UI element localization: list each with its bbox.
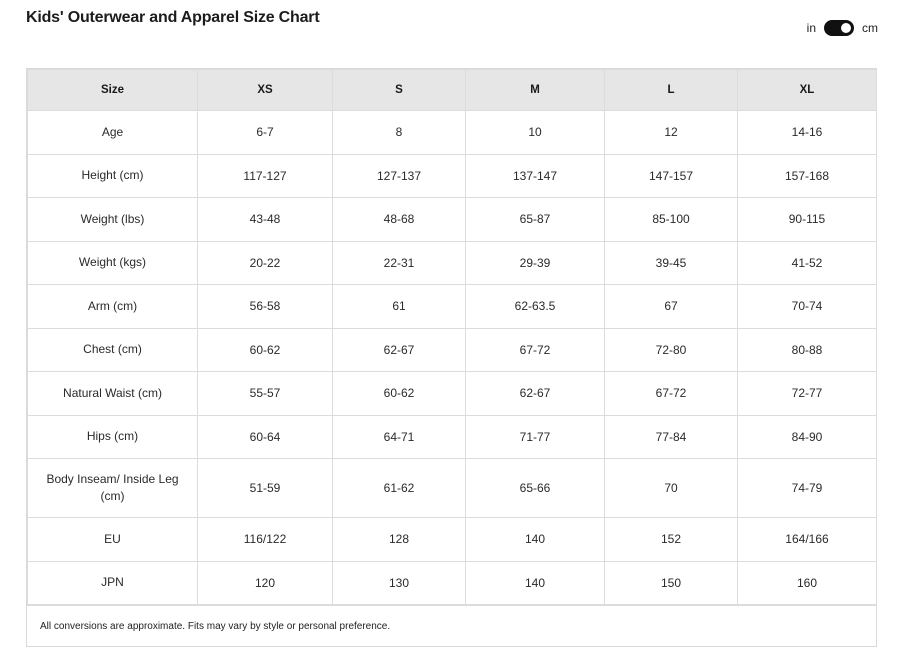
table-cell: 14-16 [738, 111, 877, 155]
table-cell: 74-79 [738, 459, 877, 518]
table-cell: 60-64 [198, 415, 333, 459]
table-row [28, 372, 877, 416]
table-cell: 62-67 [466, 372, 605, 416]
row-label: Hips (cm) [28, 415, 198, 459]
size-chart-table [26, 68, 877, 647]
table-cell: 117-127 [198, 154, 333, 198]
table-cell: 10 [466, 111, 605, 155]
row-label: Age [28, 111, 198, 155]
table-row [28, 111, 877, 155]
table-cell: 140 [466, 518, 605, 562]
table-cell: 71-77 [466, 415, 605, 459]
header-m: M [466, 70, 605, 111]
table-cell: 116/122 [198, 518, 333, 562]
footnote: All conversions are approximate. Fits may vary by style or personal preference. [27, 605, 876, 646]
unit-label-cm[interactable]: cm [862, 21, 878, 35]
unit-switch[interactable] [824, 20, 854, 36]
table-cell: 140 [466, 561, 605, 605]
table-cell: 8 [333, 111, 466, 155]
table-row [28, 561, 877, 605]
table-cell: 67 [605, 285, 738, 329]
table-cell: 56-58 [198, 285, 333, 329]
table-cell: 80-88 [738, 328, 877, 372]
table-cell: 12 [605, 111, 738, 155]
table-cell: 29-39 [466, 241, 605, 285]
table-cell: 61-62 [333, 459, 466, 518]
table-cell: 60-62 [198, 328, 333, 372]
table-row [28, 241, 877, 285]
table-cell: 120 [198, 561, 333, 605]
table-cell: 70-74 [738, 285, 877, 329]
row-label: Body Inseam/ Inside Leg (cm) [28, 459, 198, 518]
table-cell: 70 [605, 459, 738, 518]
table-cell: 65-87 [466, 198, 605, 242]
table-cell: 22-31 [333, 241, 466, 285]
table-cell: 90-115 [738, 198, 877, 242]
table-cell: 39-45 [605, 241, 738, 285]
table-cell: 160 [738, 561, 877, 605]
table-cell: 130 [333, 561, 466, 605]
table-cell: 77-84 [605, 415, 738, 459]
header-xs: XS [198, 70, 333, 111]
row-label: EU [28, 518, 198, 562]
table-cell: 43-48 [198, 198, 333, 242]
table-row [28, 154, 877, 198]
table-cell: 85-100 [605, 198, 738, 242]
row-label: Height (cm) [28, 154, 198, 198]
table-cell: 127-137 [333, 154, 466, 198]
page-title: Kids' Outerwear and Apparel Size Chart [26, 9, 320, 26]
table-cell: 72-77 [738, 372, 877, 416]
table-cell: 147-157 [605, 154, 738, 198]
row-label: Weight (kgs) [28, 241, 198, 285]
table-cell: 62-67 [333, 328, 466, 372]
unit-toggle [807, 20, 878, 36]
row-label: JPN [28, 561, 198, 605]
table-cell: 150 [605, 561, 738, 605]
table-cell: 164/166 [738, 518, 877, 562]
table-row [28, 328, 877, 372]
header-s: S [333, 70, 466, 111]
table-cell: 67-72 [605, 372, 738, 416]
table-row [28, 198, 877, 242]
table-cell: 20-22 [198, 241, 333, 285]
unit-label-in[interactable]: in [806, 21, 816, 35]
row-label: Weight (lbs) [28, 198, 198, 242]
table-row [28, 285, 877, 329]
row-label: Arm (cm) [28, 285, 198, 329]
row-label: Natural Waist (cm) [28, 372, 198, 416]
table-cell: 51-59 [198, 459, 333, 518]
table-cell: 152 [605, 518, 738, 562]
table-cell: 60-62 [333, 372, 466, 416]
table-cell: 61 [333, 285, 466, 329]
table-cell: 137-147 [466, 154, 605, 198]
table-cell: 62-63.5 [466, 285, 605, 329]
switch-knob [841, 23, 851, 33]
table-cell: 65-66 [466, 459, 605, 518]
table-row [28, 459, 877, 518]
table-header-row [28, 70, 877, 111]
table-cell: 157-168 [738, 154, 877, 198]
table-cell: 128 [333, 518, 466, 562]
table-cell: 67-72 [466, 328, 605, 372]
table-row [28, 518, 877, 562]
table-cell: 84-90 [738, 415, 877, 459]
table-cell: 48-68 [333, 198, 466, 242]
table-cell: 55-57 [198, 372, 333, 416]
table-body [28, 111, 877, 605]
table-cell: 6-7 [198, 111, 333, 155]
table-cell: 41-52 [738, 241, 877, 285]
table-cell: 64-71 [333, 415, 466, 459]
row-label: Chest (cm) [28, 328, 198, 372]
table-row [28, 415, 877, 459]
table-cell: 72-80 [605, 328, 738, 372]
header-l: L [605, 70, 738, 111]
header-size: Size [28, 70, 198, 111]
header-xl: XL [738, 70, 877, 111]
